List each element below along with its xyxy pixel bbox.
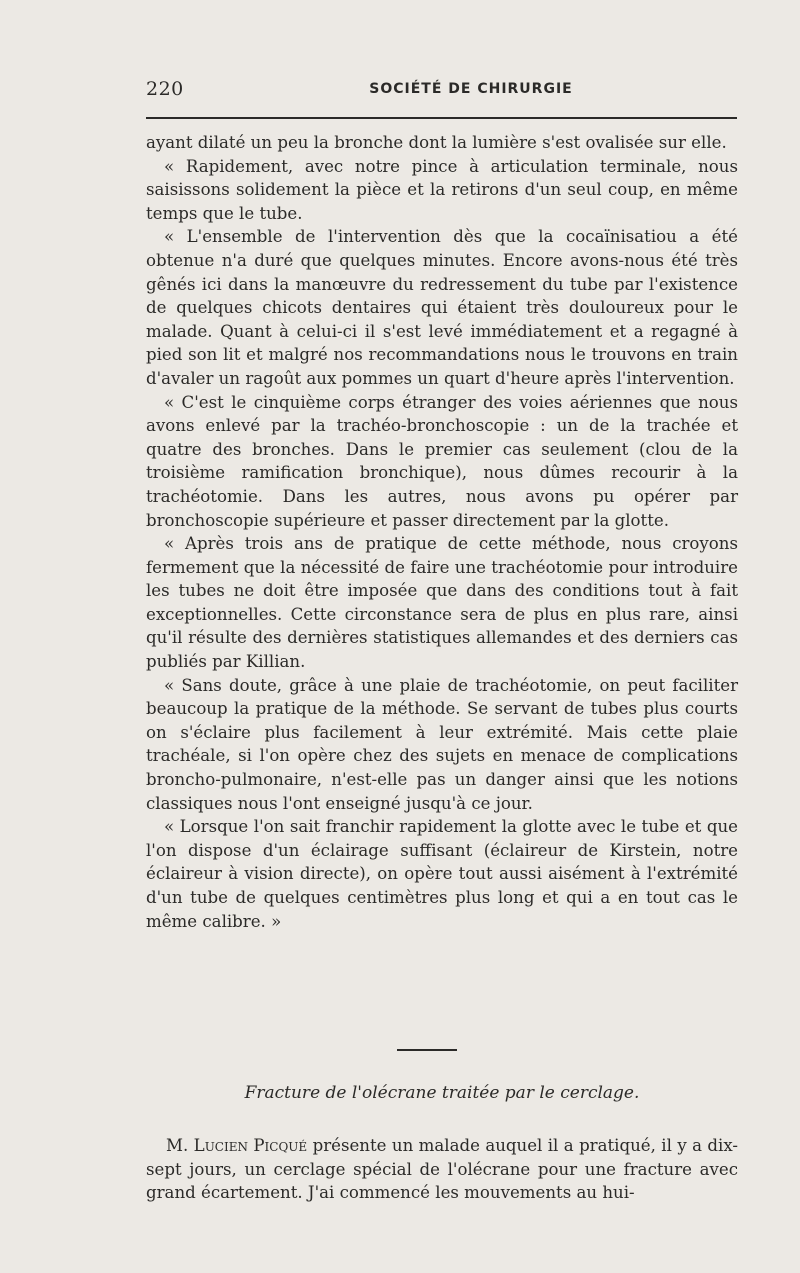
paragraph: « Lorsque l'on sait franchir rapidement la glotte avec le tube et que l'on dispose d'un éclairage suffisant (éclaireur de Kirstein, notre éclaireur à vision directe), on opère tout aussi aisément à l'extrémité d'un tube de quelques centimètres plus long et qui a en tout cas le même calibre. » — [146, 817, 738, 931]
body-text — [146, 131, 738, 933]
paragraph: « Après trois ans de pratique de cette méthode, nous croyons fermement que la nécessité de faire une trachéotomie pour introduire les tubes ne doit être imposée que dans des conditions tout à fait exceptionnelles. Cette circonstance sera de plus en plus rare, ainsi qu'il résulte des dernières statistiques allemandes et des derniers cas publiés par Killian. — [146, 534, 738, 672]
journal-title: SOCIÉTÉ DE CHIRURGIE — [369, 81, 573, 97]
page-number: 220 — [146, 78, 184, 100]
section-divider — [397, 1049, 457, 1051]
header-rule — [146, 117, 737, 119]
section-text: présente un malade auquel il a pratiqué, il y a dix-sept jours, un cerclage spécial de l'olécrane pour une fracture avec grand écartement. J'ai commencé les mouvements au hui- — [146, 1136, 738, 1203]
running-head — [146, 78, 736, 102]
paragraph: « Sans doute, grâce à une plaie de trachéotomie, on peut faciliter beaucoup la pratique de la méthode. Se servant de tubes plus courts on s'éclaire plus facilement à leur extrémité. Mais cette plaie trachéale, si l'on opère chez des sujets en menace de complications broncho-pulmonaire, n'est-elle pas un danger ainsi que les notions classiques nous l'ont enseigné jusqu'à ce jour. — [146, 675, 738, 813]
paragraph: « Rapidement, avec notre pince à articulation terminale, nous saisissons solidement la pièce et la retirons d'un seul coup, en même temps que le tube. — [146, 156, 738, 223]
section-title: Fracture de l'olécrane traitée par le cerclage. — [244, 1083, 640, 1103]
paragraph: ayant dilaté un peu la bronche dont la lumière s'est ovalisée sur elle. — [146, 133, 727, 152]
paragraph: « L'ensemble de l'intervention dès que la cocaïnisatiou a été obtenue n'a duré que quelques minutes. Encore avons-nous été très gênés ici dans la manœuvre du redressement du tube par l'existence de quelques chicots dentaires qui étaient très douloureux pour le malade. Quant à celui-ci il s'est levé immédiatement et a regagné à pied son lit et malgré nos recommandations nous le trouvons en train d'avaler un ragoût aux pommes un quart d'heure après l'intervention. — [146, 227, 738, 388]
speaker-name: M. Lucien Picqué — [166, 1136, 308, 1155]
section-body — [146, 1134, 738, 1205]
paragraph: « C'est le cinquième corps étranger des voies aériennes que nous avons enlevé par la trachéo-bronchoscopie : un de la trachée et quatre des bronches. Dans le premier cas seulement (clou de la troisième ramification bronchique), nous dûmes recourir à la trachéotomie. Dans les autres, nous avons pu opérer par bronchoscopie supérieure et passer directement par la glotte. — [146, 392, 738, 530]
section-paragraph — [146, 1134, 738, 1205]
